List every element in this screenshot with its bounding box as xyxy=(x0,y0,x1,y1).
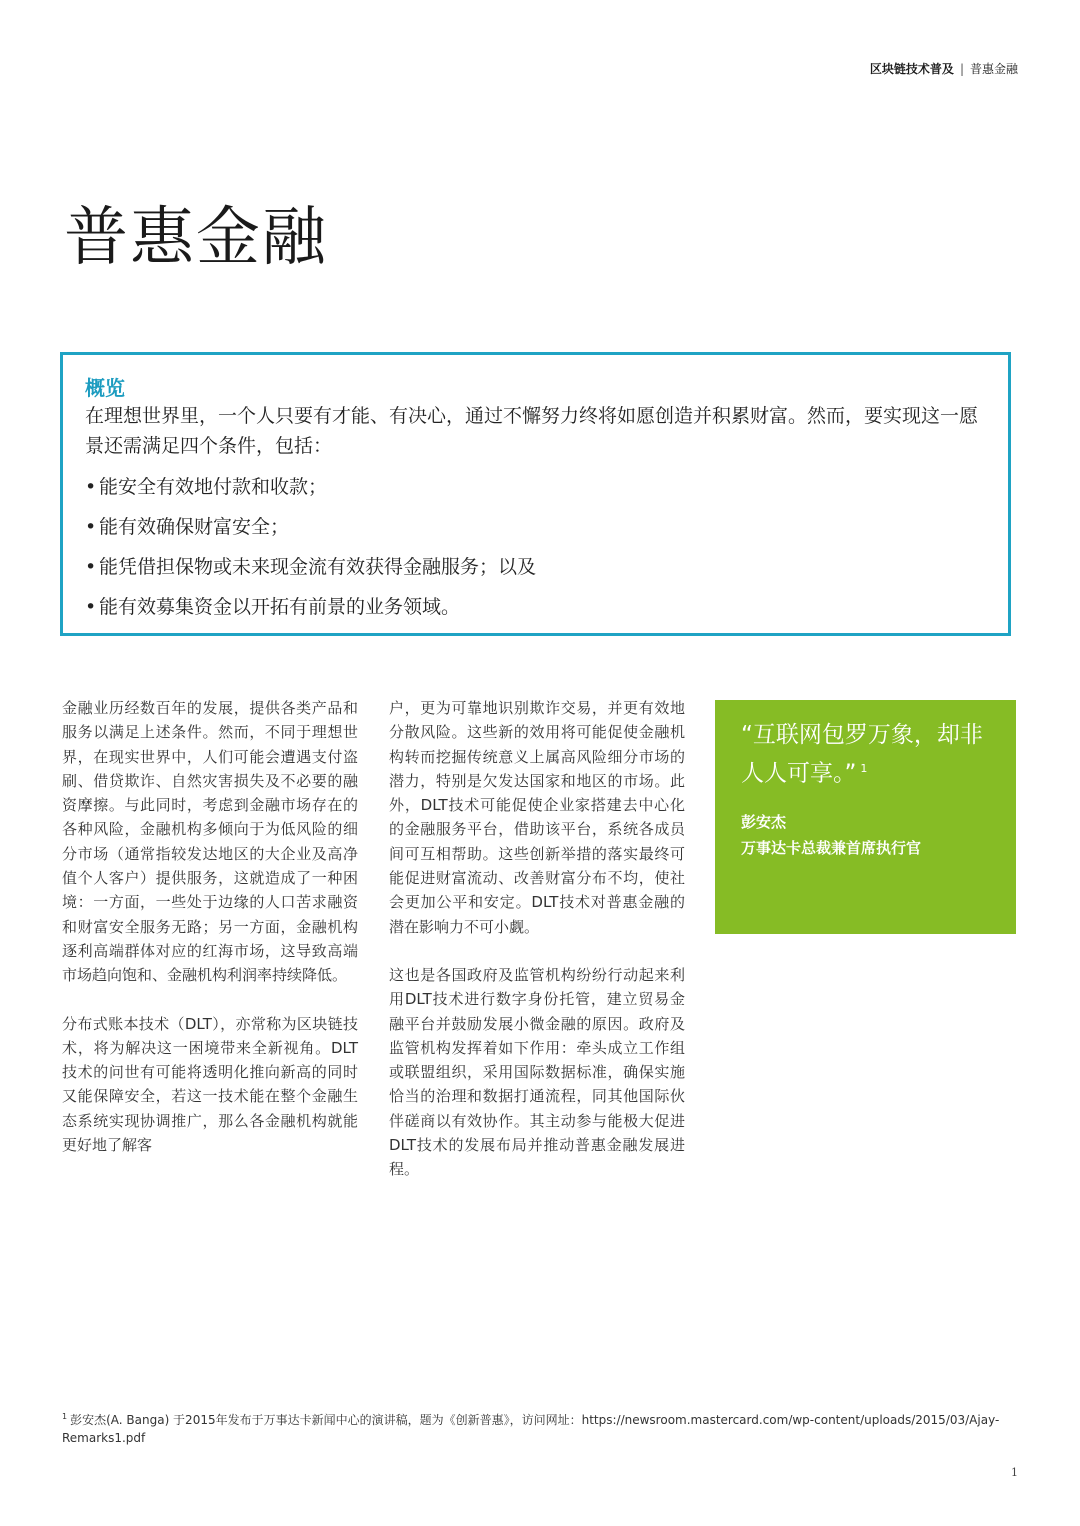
body-column-1 xyxy=(62,696,358,1181)
header-separator: | xyxy=(959,62,964,76)
footnote-marker: 1 xyxy=(62,1412,68,1421)
body-paragraph: 分布式账本技术（DLT），亦常称为区块链技术，将为解决这一困境带来全新视角。DLT技术的问世有可能将透明化推向新高的同时又能保障安全，若这一技术能在整个金融生态系统实现协调推广，那么各金融机构就能更好地了解客 xyxy=(62,1014,358,1155)
overview-box xyxy=(60,352,1011,636)
page-number: 1 xyxy=(1011,1466,1018,1479)
quote-author-title: 万事达卡总裁兼首席执行官 xyxy=(741,838,922,857)
body-paragraph: 金融业历经数百年的发展，提供各类产品和服务以满足上述条件。然而，不同于理想世界，在现实世界中，人们可能会遭遇支付盗刷、借贷欺诈、自然灾害损失及不必要的融资摩擦。与此同时，考虑到金融市场存在的各种风险，金融机构多倾向于为低风险的细分市场（通常指较发达地区的大企业及高净值个人客户）提供服务，这就造成了一种困境：一方面，一些处于边缘的人口苦求融资和财富安全服务无路；另一方面，金融机构逐利高端群体对应的红海市场，这导致高端市场趋向饱和、金融机构利润率持续降低。 xyxy=(62,699,358,985)
running-header xyxy=(870,60,1018,77)
page-title: 普惠金融 xyxy=(64,201,328,275)
quote-text xyxy=(741,718,992,791)
overview-item: • 能凭借担保物或未来现金流有效获得金融服务；以及 xyxy=(85,547,986,587)
header-section: 区块链技术普及 xyxy=(869,62,954,76)
quote-author-name: 彭安杰 xyxy=(741,812,787,831)
footnote-url[interactable]: https://newsroom.mastercard.com/wp-content/uploads/2015/03/Ajay-Remarks1.pdf xyxy=(62,1413,1000,1445)
body-paragraph: 这也是各国政府及监管机构纷纷行动起来利用DLT技术进行数字身份托管，建立贸易金融平台并鼓励发展小微金融的原因。政府及监管机构发挥着如下作用：牵头成立工作组或联盟组织，采用国际数据标准，确保实施恰当的治理和数据打通流程，同其他国际伙伴磋商以有效协作。其主动参与能极大促进DLT技术的发展布局并推动普惠金融发展进程。 xyxy=(389,965,685,1179)
overview-item: • 能有效确保财富安全； xyxy=(85,507,986,547)
overview-intro: 在理想世界里，一个人只要有才能、有决心，通过不懈努力终将如愿创造并积累财富。然而，要实现这一愿景还需满足四个条件，包括： xyxy=(85,405,979,457)
overview-item: • 能安全有效地付款和收款； xyxy=(85,467,986,507)
footnote-text: 彭安杰(A. Banga) 于2015年发布于万事达卡新闻中心的演讲稿，题为《创新普惠》，访问网址： xyxy=(70,1413,582,1427)
pull-quote xyxy=(715,700,1016,934)
overview-heading: 概览 xyxy=(85,376,125,400)
overview-list xyxy=(85,467,986,627)
body-column-2 xyxy=(389,696,685,1206)
header-topic: 普惠金融 xyxy=(969,62,1018,76)
quote-footnote-ref: 1 xyxy=(860,762,868,775)
body-paragraph: 户，更为可靠地识别欺诈交易，并更有效地分散风险。这些新的效用将可能促使金融机构转而挖掘传统意义上属高风险细分市场的潜力，特别是欠发达国家和地区的市场。此外，DLT技术可能促使企业家搭建去中心化的金融服务平台，借助该平台，系统各成员间可互相帮助。这些创新举措的落实最终可能促进财富流动、改善财富分布不均，使社会更加公平和安定。DLT技术对普惠金融的潜在影响力不可小觑。 xyxy=(389,699,685,936)
overview-item: • 能有效募集资金以开拓有前景的业务领域。 xyxy=(85,587,986,627)
footnote xyxy=(62,1408,1022,1447)
quote-body: “互联网包罗万象，却非人人可享。” xyxy=(741,722,983,787)
